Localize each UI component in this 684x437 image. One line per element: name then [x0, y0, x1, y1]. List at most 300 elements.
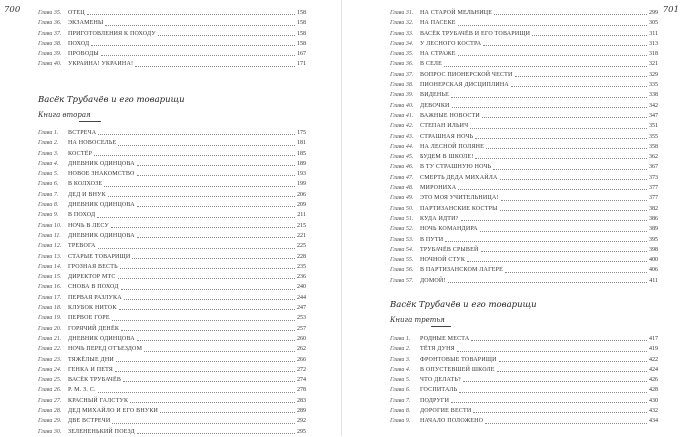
chapter-title: КУДА ИДТИ?	[420, 215, 459, 222]
toc-entry	[38, 293, 306, 303]
toc-entry	[390, 121, 658, 131]
dot-leader	[457, 351, 647, 352]
page-ref: 292	[297, 418, 306, 425]
page-ref: 295	[297, 428, 306, 435]
page-ref: 311	[649, 30, 658, 37]
page-ref: 355	[649, 133, 658, 140]
chapter-title: ПОДРУГИ	[420, 397, 450, 404]
chapter-title: ФРОНТОВЫЕ ТОВАРИЩИ	[420, 356, 497, 363]
chapter-label: Глава 55.	[390, 257, 414, 264]
toc-entry	[38, 18, 306, 28]
toc-entry	[38, 262, 306, 272]
dot-leader	[91, 45, 295, 46]
chapter-title: В ПАРТИЗАНСКОМ ЛАГЕРЕ	[420, 267, 504, 274]
toc-entry	[390, 406, 658, 416]
page-ref: 158	[297, 40, 306, 47]
chapter-title: ДЕВОЧКИ	[420, 102, 450, 109]
dot-leader	[118, 145, 295, 146]
page-ref: 225	[297, 243, 306, 250]
page-ref: 278	[297, 387, 306, 394]
toc-entry	[38, 49, 306, 59]
page-ref: 274	[297, 377, 306, 384]
page-ref: 351	[649, 123, 658, 130]
toc-book-1-end	[38, 8, 306, 70]
chapter-title: ВАСЁК ТРУБАЧЁВ	[68, 377, 122, 384]
toc-entry	[38, 128, 306, 138]
dot-leader	[112, 320, 295, 321]
dot-leader	[505, 272, 647, 273]
page-ref: 215	[297, 222, 306, 229]
dot-leader	[494, 14, 647, 15]
chapter-title: ПОХОД	[68, 40, 90, 47]
dot-leader	[451, 97, 647, 98]
chapter-label: Глава 3.	[390, 356, 411, 363]
toc-entry	[390, 355, 658, 365]
toc-entry	[38, 375, 306, 385]
chapter-title: В ОПУСТЕВШЕЙ ШКОЛЕ	[420, 366, 495, 373]
dot-leader	[532, 35, 647, 36]
page-ref: 158	[297, 20, 306, 27]
toc-book-2-continued	[390, 8, 658, 286]
dot-leader	[500, 210, 647, 211]
toc-entry	[38, 385, 306, 395]
toc-entry	[390, 18, 658, 28]
chapter-title: ГЕНКА И ПЕТЯ	[68, 366, 113, 373]
chapter-label: Глава 9.	[38, 212, 59, 219]
chapter-label: Глава 38.	[390, 82, 414, 89]
page-ref: 185	[297, 150, 306, 157]
chapter-title: ДНЕВНИК ОДИНЦОВА	[68, 232, 135, 239]
chapter-label: Глава 5.	[390, 377, 411, 384]
chapter-title: УКРАИНА! УКРАИНА!	[68, 61, 134, 68]
page-ref: 362	[649, 154, 658, 161]
page-ref: 342	[649, 102, 658, 109]
dot-leader	[130, 402, 295, 403]
toc-entry	[390, 162, 658, 172]
chapter-label: Глава 4.	[390, 366, 411, 373]
dot-leader	[501, 200, 647, 201]
toc-entry	[390, 90, 658, 100]
page-ref: 335	[649, 82, 658, 89]
chapter-title: СНОВА В ПОХОД	[68, 284, 119, 291]
dot-leader	[475, 158, 647, 159]
dot-leader	[137, 206, 295, 207]
chapter-title: ПЕРВОЕ ГОРЕ	[68, 315, 110, 322]
toc-entry	[390, 235, 658, 245]
chapter-title: НА ПАСЕКЕ	[420, 20, 456, 27]
chapter-title: ПРОВОДЫ	[68, 51, 99, 58]
page-ref: 430	[649, 397, 658, 404]
toc-entry	[390, 59, 658, 69]
toc-entry	[390, 152, 658, 162]
chapter-label: Глава 5.	[38, 171, 59, 178]
dot-leader	[448, 282, 647, 283]
toc-entry	[390, 49, 658, 59]
page-ref: 389	[649, 226, 658, 233]
chapter-title: НОЧНОЙ СТУК	[420, 257, 466, 264]
section-subtitle-book-2: Книга вторая	[38, 111, 91, 119]
chapter-title: ВАЖНЫЕ НОВОСТИ	[420, 112, 480, 119]
dot-leader	[451, 402, 647, 403]
dot-leader	[121, 330, 295, 331]
chapter-label: Глава 56.	[390, 267, 414, 274]
page-ref: 175	[297, 130, 306, 136]
dot-leader	[473, 412, 647, 413]
dot-leader	[121, 289, 295, 290]
page-ref: 167	[297, 51, 306, 58]
chapter-label: Глава 14.	[38, 263, 62, 270]
dot-leader	[467, 261, 647, 262]
toc-entry	[390, 204, 658, 214]
chapter-title: ДНЕВНИК ОДИНЦОВА	[68, 335, 135, 342]
chapter-label: Глава 39.	[38, 51, 62, 58]
dot-leader	[511, 86, 647, 87]
chapter-label: Глава 11.	[38, 232, 61, 239]
chapter-title: ТРЕВОГА	[68, 243, 96, 250]
dot-leader	[486, 148, 647, 149]
page-ref: 434	[649, 418, 658, 425]
chapter-title: НА НОВОСЕЛЬЕ	[68, 140, 117, 147]
toc-entry	[38, 252, 306, 262]
page-ref: 313	[649, 40, 658, 47]
toc-entry	[38, 169, 306, 179]
chapter-title: ДНЕВНИК ОДИНЦОВА	[68, 160, 135, 167]
page-ref: 377	[649, 185, 658, 192]
chapter-label: Глава 45.	[390, 154, 414, 161]
chapter-label: Глава 47.	[390, 174, 414, 181]
page-ref: 247	[297, 305, 306, 312]
section-subtitle-book-3: Книга третья	[390, 316, 445, 324]
toc-entry	[38, 303, 306, 313]
chapter-label: Глава 42.	[390, 123, 414, 130]
dot-leader	[458, 25, 647, 26]
chapter-label: Глава 34.	[390, 40, 414, 47]
dot-leader	[458, 55, 647, 56]
page-ref: 181	[297, 140, 306, 147]
chapter-title: ДНЕВНИК ОДИНЦОВА	[68, 202, 135, 209]
chapter-label: Глава 31.	[390, 10, 414, 16]
chapter-label: Глава 25.	[38, 377, 62, 384]
dot-leader	[445, 241, 647, 242]
page-ref: 347	[649, 112, 658, 119]
chapter-label: Глава 51.	[390, 215, 414, 222]
dot-leader	[135, 66, 295, 67]
dot-leader	[493, 169, 647, 170]
chapter-label: Глава 37.	[38, 30, 62, 37]
page-ref: 426	[649, 377, 658, 384]
page-ref: 428	[649, 387, 658, 394]
toc-entry	[390, 193, 658, 203]
page-ref: 411	[649, 277, 658, 284]
page-ref: 386	[649, 215, 658, 222]
dot-leader	[115, 371, 295, 372]
toc-entry	[38, 282, 306, 292]
chapter-title: НОЧЬ В ЛЕСУ	[68, 222, 109, 229]
chapter-title: ТЯЖЁЛЫЕ ДНИ	[68, 356, 114, 363]
dot-leader	[105, 25, 295, 26]
dot-leader	[98, 134, 295, 135]
chapter-label: Глава 13.	[38, 253, 62, 260]
toc-entry	[390, 375, 658, 385]
chapter-label: Глава 2.	[38, 140, 59, 147]
dot-leader	[500, 179, 647, 180]
page-ref: 329	[649, 71, 658, 78]
toc-entry	[390, 80, 658, 90]
page-ref: 228	[297, 253, 306, 260]
chapter-label: Глава 36.	[390, 61, 414, 68]
chapter-label: Глава 1.	[390, 336, 411, 342]
page-ref: 289	[297, 408, 306, 415]
toc-entry	[38, 210, 306, 220]
toc-entry	[390, 214, 658, 224]
toc-entry	[390, 29, 658, 39]
chapter-label: Глава 7.	[390, 397, 411, 404]
dot-leader	[108, 196, 295, 197]
chapter-title: НОЧЬ КОМАНДИРА	[420, 226, 478, 233]
chapter-label: Глава 24.	[38, 366, 62, 373]
page-ref: 318	[649, 51, 658, 58]
dot-leader	[480, 231, 647, 232]
chapter-label: Глава 54.	[390, 246, 414, 253]
dot-leader	[123, 381, 295, 382]
page-ref: 432	[649, 408, 658, 415]
dot-leader	[120, 268, 295, 269]
chapter-title: НА СТРАЖЕ	[420, 51, 456, 58]
dot-leader	[137, 175, 295, 176]
toc-entry	[390, 173, 658, 183]
page-number-right: 701	[662, 5, 679, 15]
toc-entry	[38, 59, 306, 69]
chapter-label: Глава 40.	[38, 61, 62, 68]
page-ref: 235	[297, 263, 306, 270]
page-ref: 206	[297, 191, 306, 198]
chapter-title: НА ЛЕСНОЙ ПОЛЯНЕ	[420, 143, 485, 150]
dot-leader	[98, 248, 295, 249]
page-ref: 417	[649, 336, 658, 342]
dot-leader	[119, 309, 295, 310]
toc-entry	[38, 313, 306, 323]
toc-entry	[38, 221, 306, 231]
page-number-left: 700	[4, 5, 21, 15]
dot-leader	[94, 155, 295, 156]
chapter-label: Глава 1.	[38, 130, 59, 136]
chapter-title: РОДНЫЕ МЕСТА	[420, 336, 470, 342]
chapter-label: Глава 15.	[38, 274, 62, 281]
toc-entry	[390, 39, 658, 49]
chapter-label: Глава 20.	[38, 325, 62, 332]
toc-entry	[390, 255, 658, 265]
dot-leader	[444, 66, 647, 67]
toc-entry	[38, 396, 306, 406]
chapter-title: ПЕРВАЯ РАЗЛУКА	[68, 294, 122, 301]
chapter-label: Глава 52.	[390, 226, 414, 233]
chapter-title: СМЕРТЬ ДЕДА МИХАЙЛА	[420, 174, 498, 181]
chapter-label: Глава 35.	[390, 51, 414, 58]
chapter-label: Глава 8.	[390, 408, 411, 415]
chapter-title: КРАСНЫЙ ГАЛСТУК	[68, 397, 129, 404]
page-ref: 236	[297, 274, 306, 281]
dot-leader	[459, 392, 647, 393]
dot-leader	[475, 138, 647, 139]
page-ref: 299	[649, 10, 658, 16]
toc-entry	[38, 190, 306, 200]
page-ref: 419	[649, 346, 658, 353]
toc-entry	[390, 8, 658, 18]
toc-book-3	[390, 334, 658, 427]
toc-entry	[390, 132, 658, 142]
chapter-title: ДЕД И ВНУК	[68, 191, 106, 198]
toc-entry	[390, 101, 658, 111]
page-ref: 193	[297, 171, 306, 178]
toc-entry	[390, 344, 658, 354]
page-ref: 358	[649, 143, 658, 150]
chapter-label: Глава 3.	[38, 150, 59, 157]
chapter-title: В ПОХОД	[68, 212, 96, 219]
chapter-title: ДИРЕКТОР МТС	[68, 274, 116, 281]
dot-leader	[482, 117, 647, 118]
toc-entry	[38, 272, 306, 282]
toc-entry	[38, 200, 306, 210]
page-ref: 272	[297, 366, 306, 373]
chapter-label: Глава 39.	[390, 92, 414, 99]
toc-entry	[390, 276, 658, 286]
chapter-label: Глава 21.	[38, 335, 62, 342]
chapter-title: ЧТО ДЕЛАТЬ?	[420, 377, 461, 384]
toc-entry	[38, 324, 306, 334]
toc-entry	[38, 29, 306, 39]
dot-leader	[104, 186, 295, 187]
chapter-title: В КОЛХОЗЕ	[68, 181, 103, 188]
page-ref: 158	[297, 10, 306, 16]
chapter-title: ВСТРЕЧА	[68, 130, 97, 136]
chapter-label: Глава 6.	[390, 387, 411, 394]
chapter-title: КОСТЁР	[68, 150, 93, 157]
chapter-title: КЛУБОК НИТОК	[68, 305, 117, 312]
toc-entry	[390, 416, 658, 426]
subtitle-underline	[79, 121, 101, 122]
chapter-title: Р. М. З. С.	[68, 387, 96, 394]
left-page	[0, 0, 342, 436]
chapter-label: Глава 50.	[390, 205, 414, 212]
dot-leader	[497, 371, 647, 372]
toc-entry	[38, 8, 306, 18]
toc-entry	[38, 159, 306, 169]
chapter-label: Глава 35.	[38, 10, 62, 16]
chapter-title: ТЁТЯ ДУНЯ	[420, 346, 455, 353]
dot-leader	[461, 220, 647, 221]
chapter-label: Глава 57.	[390, 277, 414, 284]
page-ref: 266	[297, 356, 306, 363]
dot-leader	[132, 258, 295, 259]
dot-leader	[499, 361, 647, 362]
dot-leader	[452, 107, 647, 108]
dot-leader	[112, 423, 295, 424]
chapter-label: Глава 10.	[38, 222, 62, 229]
toc-entry	[390, 396, 658, 406]
toc-entry	[390, 245, 658, 255]
page-ref: 367	[649, 164, 658, 171]
page-ref: 395	[649, 236, 658, 243]
chapter-title: ДВЕ ВСТРЕЧИ	[68, 418, 111, 425]
chapter-label: Глава 22.	[38, 346, 62, 353]
toc-entry	[38, 355, 306, 365]
dot-leader	[116, 361, 295, 362]
toc-entry	[38, 138, 306, 148]
page-ref: 260	[297, 335, 306, 342]
chapter-label: Глава 9.	[390, 418, 411, 425]
page-ref: 211	[297, 212, 306, 219]
toc-entry	[390, 385, 658, 395]
page-ref: 398	[649, 246, 658, 253]
page-ref: 377	[649, 195, 658, 202]
chapter-title: В ПУТИ	[420, 236, 444, 243]
page-ref: 400	[649, 257, 658, 264]
toc-entry	[390, 224, 658, 234]
chapter-label: Глава 44.	[390, 143, 414, 150]
page-ref: 240	[297, 284, 306, 291]
chapter-label: Глава 53.	[390, 236, 414, 243]
page-ref: 209	[297, 202, 306, 209]
chapter-title: ВОПРОС ПИОНЕРСКОЙ ЧЕСТИ	[420, 71, 513, 78]
chapter-label: Глава 18.	[38, 305, 62, 312]
toc-entry	[38, 334, 306, 344]
page-ref: 199	[297, 181, 306, 188]
chapter-title: ЗЕЛЕНЕНЬКИЙ ПОЕЗД	[68, 428, 135, 435]
page-ref: 189	[297, 160, 306, 167]
page-ref: 221	[297, 232, 306, 239]
chapter-label: Глава 26.	[38, 387, 62, 394]
chapter-label: Глава 32.	[390, 20, 414, 27]
chapter-title: В СЕЛЕ	[420, 61, 443, 68]
chapter-title: НАЧАЛО ПОЛОЖЕНО	[420, 418, 484, 425]
page-ref: 171	[297, 61, 306, 68]
chapter-title: ПАРТИЗАНСКИЕ КОСТРЫ	[420, 205, 498, 212]
chapter-title: НА СТАРОЙ МЕЛЬНИЦЕ	[420, 10, 493, 16]
toc-entry	[38, 427, 306, 437]
right-page	[342, 0, 684, 436]
dot-leader	[137, 165, 295, 166]
chapter-label: Глава 7.	[38, 191, 59, 198]
chapter-title: ТРУБАЧЁВ СРЫВЕЙ	[420, 246, 479, 253]
dot-leader	[158, 35, 295, 36]
chapter-label: Глава 40.	[390, 102, 414, 109]
chapter-label: Глава 49.	[390, 195, 414, 202]
dot-leader	[137, 340, 295, 341]
dot-leader	[483, 45, 647, 46]
dot-leader	[481, 251, 647, 252]
dot-leader	[471, 340, 647, 341]
chapter-title: ДОМОЙ!	[420, 277, 446, 284]
chapter-title: ЭКЗАМЕНЫ	[68, 20, 104, 27]
dot-leader	[97, 217, 295, 218]
page-ref: 373	[649, 174, 658, 181]
chapter-label: Глава 37.	[390, 71, 414, 78]
chapter-title: ВАСЁК ТРУБАЧЁВ И ЕГО ТОВАРИЩИ	[420, 30, 531, 37]
page-ref: 424	[649, 366, 658, 373]
chapter-title: В ТУ СТРАШНУЮ НОЧЬ	[420, 164, 492, 171]
page-ref: 262	[297, 346, 306, 353]
chapter-title: У ЛЕСНОГО КОСТРА	[420, 40, 482, 47]
section-title-book-3: Васёк Трубачёв и его товарищи	[390, 300, 537, 310]
toc-entry	[38, 179, 306, 189]
chapter-title: СТАРЫЕ ТОВАРИЩИ	[68, 253, 131, 260]
chapter-title: СТЕПАН ИЛЬИЧ	[420, 123, 469, 130]
dot-leader	[101, 55, 295, 56]
toc-entry	[38, 149, 306, 159]
toc-entry	[38, 416, 306, 426]
section-title-book-2: Васёк Трубачёв и его товарищи	[38, 95, 185, 105]
chapter-title: ГОРЯЧИЙ ДЕНЁК	[68, 325, 120, 332]
